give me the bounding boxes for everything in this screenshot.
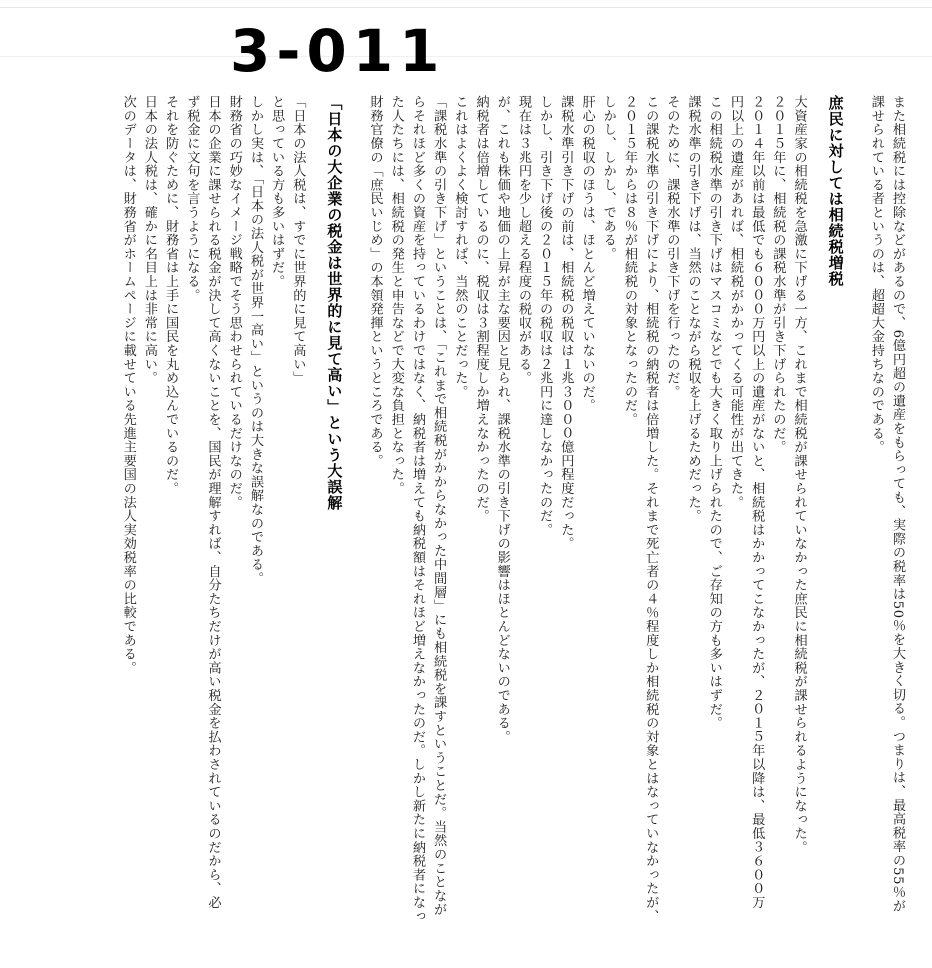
section1-line-3: ２０１４年以前は最低でも６０００万円以上の遺産がないと、相続税はかかってこなかったが、２０１５年以降は、最低３６００万 — [749, 95, 765, 910]
section2-line-5: 日本の企業に課せられる税金が決して高くないことを、国民が理解すれば、自分たちだけが高い税金を払わされているのだから、必 — [205, 95, 221, 910]
section1-line-9: ２０１５年からは８％が相続税の対象となったのだ。 — [621, 95, 637, 427]
section1-line-19: らそれほど多くの資産を持っているわけではなく、納税者は増えても納税額はそれほど増えなかったのだ。しかし新たに納税者になっ — [409, 95, 425, 923]
section-heading-inheritance-tax: 庶民に対しては相続税増税 — [826, 95, 845, 287]
article-body — [118, 95, 909, 955]
section1-line-17: これはよくよく検討すれば、当然のことだった。 — [452, 95, 468, 399]
section-heading-corporate-tax: 「日本の大企業の税金は世界的に見て高い」という大誤解 — [325, 95, 344, 511]
section1-line-13: しかし、引き下げ後の２０１５年の税収は２兆円に達しなかったのだ。 — [537, 95, 553, 537]
section2-line-8: 日本の法人税は、確かに名目上は非常に高い。 — [141, 95, 157, 385]
section2-line-7: それを防ぐために、財務省は上手に国民を丸め込んでいるのだ。 — [163, 95, 179, 496]
section2-line-4: 財務省の巧妙なイメージ戦略でそう思わせられているだけなのだ。 — [226, 95, 242, 509]
page-label: 3-011 — [230, 17, 446, 85]
section2-line-6: ず税金に文句を言うようになる。 — [184, 95, 200, 302]
section1-line-18: 「課税水準の引き下げ」ということは、「これまで相続税がかからなかった中間層」にも相続税を課すということだ。当然のことなが — [431, 95, 447, 917]
section1-line-6: 課税水準の引き下げは、当然のことながら税収を上げるためだった。 — [685, 95, 701, 523]
section1-line-10: しかし、しかし、である。 — [600, 95, 616, 261]
intro-line-2: 課せられている者というのは、超超大金持ちなのである。 — [868, 95, 884, 454]
section1-line-11: 肝心の税収のほうは、ほとんど増えていないのだ。 — [579, 95, 595, 413]
section1-line-1: 大資産家の相続税を急激に下げる一方、これまで相続税が課せられていなかった庶民に相続税が課せられるようになった。 — [791, 95, 807, 854]
header-divider — [0, 56, 932, 57]
section1-line-8: この課税水準の引き下げにより、相続税の納税者は倍増した。それまで死亡者の４％程度しか相続税の対象とはなっていなかったが、 — [643, 95, 659, 923]
section1-line-15: が、これも株価や地価の上昇が主な要因と見られ、課税水準の引き下げの影響はほとんどないのである。 — [494, 95, 510, 744]
section1-line-4: 円以上の遺産があれば、相続税がかかってくる可能性が出てきた。 — [727, 95, 743, 509]
section2-line-9: 次のデータは、財務省がホームページに載せている先進主要国の法人実効税率の比較である。 — [120, 95, 136, 675]
top-divider — [0, 7, 932, 8]
section1-line-5: この相続税水準の引き下げはマスコミなどでも大きく取り上げられたので、ご存知の方も多いはずだ。 — [706, 95, 722, 730]
section2-line-2: と思っている方も多いはずだ。 — [269, 95, 285, 289]
section1-line-12: 課税水準引き下げの前は、相続税の税収は１兆３０００億円程度だった。 — [558, 95, 574, 551]
section1-line-20: た人たちには、相続税の発生と申告などで大変な負担となった。 — [388, 95, 404, 496]
section1-line-21: 財務官僚の「庶民いじめ」の本領発揮というところである。 — [367, 95, 383, 468]
section1-line-16: 納税者は倍増しているのに、税収は３割程度しか増えなかったのだ。 — [473, 95, 489, 523]
section1-line-2: ２０１５年に、相続税の課税水準が引き下げられたのだ。 — [770, 95, 786, 454]
section2-line-3: しかし実は、「日本の法人税が世界一高い」というのは大きな誤解なのである。 — [247, 95, 263, 586]
section2-line-1: 「日本の法人税は、すでに世界的に見て高い」 — [290, 95, 306, 385]
section1-line-7: そのために、課税水準の引き下げを行ったのだ。 — [664, 95, 680, 399]
intro-line-1: また相続税には控除などがあるので、6億円超の遺産をもらっても、実際の税率は50％を大きく切る。つまりは、最高税率の55％が — [890, 95, 905, 913]
section1-line-14: 現在は３兆円を少し超える程度の税収がある。 — [515, 95, 531, 385]
